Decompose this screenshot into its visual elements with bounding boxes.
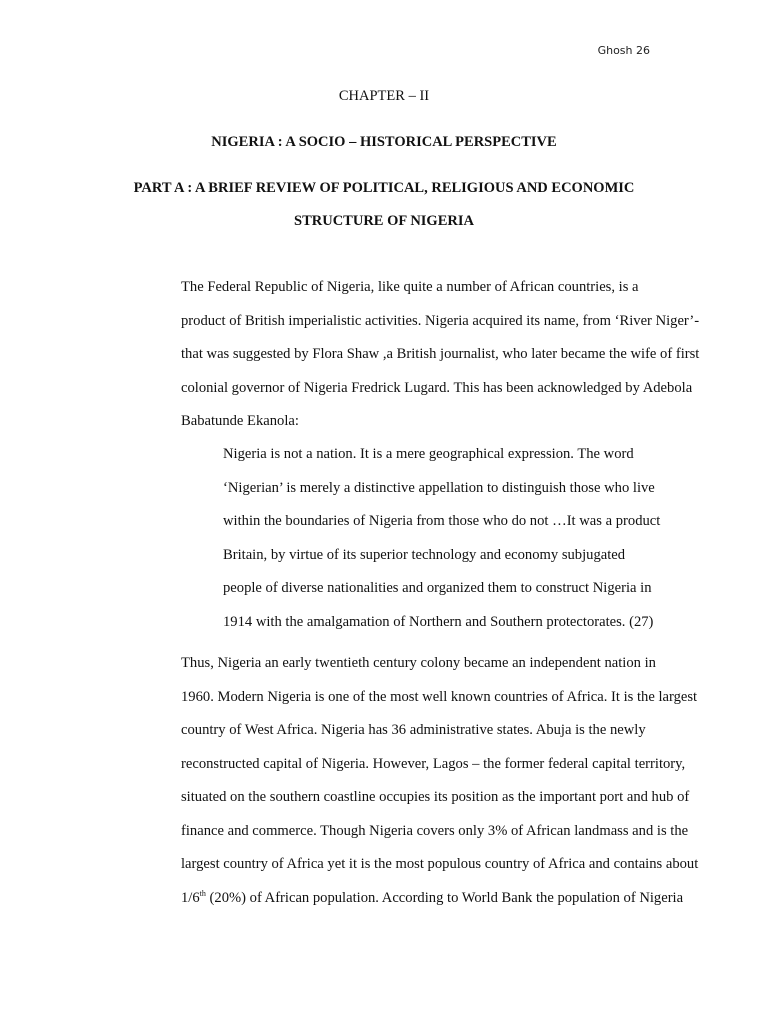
paragraph-line: finance and commerce. Though Nigeria covers only 3% of African landmass and is the <box>181 822 689 839</box>
part-heading-line-2: STRUCTURE OF NIGERIA <box>294 213 474 229</box>
paragraph-line: situated on the southern coastline occupies its position as the important port and hub of <box>181 789 690 805</box>
paragraph-line: Thus, Nigeria an early twentieth century colony became an independent nation in <box>181 655 656 671</box>
quote-line: 1914 with the amalgamation of Northern and Southern protectorates. (27) <box>223 613 654 630</box>
paragraph-line: country of West Africa. Nigeria has 36 administrative states. Abuja is the newly <box>181 722 646 738</box>
fraction-text: 1/6 <box>181 889 200 906</box>
quote-line: Britain, by virtue of its superior technology and economy subjugated <box>223 546 626 563</box>
paragraph-line: largest country of Africa yet it is the most populous country of Africa and contains about <box>181 856 699 872</box>
paragraph-history <box>138 647 699 915</box>
ordinal-superscript: th <box>199 888 206 898</box>
paragraph-line: colonial governor of Nigeria Fredrick Lugard. This has been acknowledged by Adebola <box>181 379 693 396</box>
paragraph-line: 1960. Modern Nigeria is one of the most well known countries of Africa. It is the largest <box>181 688 698 705</box>
chapter-heading: CHAPTER – II <box>338 88 430 104</box>
paragraph-line: product of British imperialistic activities. Nigeria acquired its name, from ‘River Niger’- <box>181 312 700 329</box>
block-quote <box>223 438 661 639</box>
quote-line: Nigeria is not a nation. It is a mere geographical expression. The word <box>223 446 634 462</box>
line-continuation: (20%) of African population. According to World Bank the population of Nigeria <box>205 889 684 906</box>
paragraph-line: The Federal Republic of Nigeria, like quite a number of African countries, is a <box>181 279 639 295</box>
chapter-title: NIGERIA : A SOCIO – HISTORICAL PERSPECTIVE <box>211 134 557 150</box>
part-heading-line-1: PART A : A BRIEF REVIEW OF POLITICAL, RELIGIOUS AND ECONOMIC <box>133 180 635 196</box>
paragraph-intro <box>138 271 700 439</box>
paragraph-line: Babatunde Ekanola: <box>181 413 299 429</box>
quote-line: ‘Nigerian’ is merely a distinctive appellation to distinguish those who live <box>223 479 655 496</box>
paragraph-line-last <box>138 882 684 916</box>
quote-line: within the boundaries of Nigeria from those who do not …It was a product <box>223 513 661 529</box>
paragraph-line: that was suggested by Flora Shaw ,a British journalist, who later became the wife of first <box>181 346 700 362</box>
running-head: Ghosh 26 <box>597 44 650 57</box>
quote-line: people of diverse nationalities and organized them to construct Nigeria in <box>223 580 652 596</box>
paragraph-line: reconstructed capital of Nigeria. However, Lagos – the former federal capital territory, <box>181 755 686 772</box>
